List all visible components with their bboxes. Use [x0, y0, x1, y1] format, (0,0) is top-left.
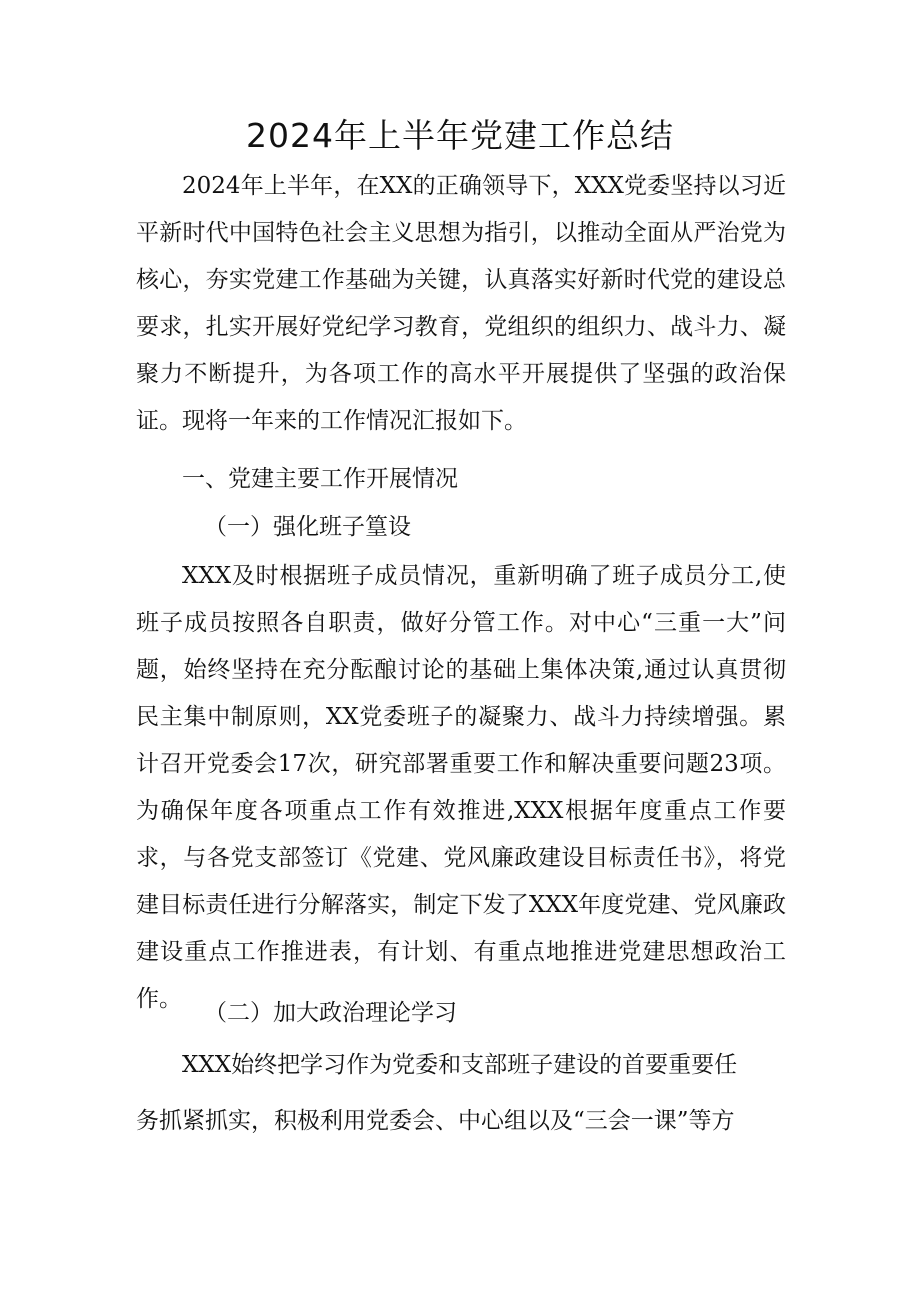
- subsection-2-line-2: 务抓紧抓实，积极利用党委会、中心组以及“三会一课”等方: [136, 1108, 735, 1134]
- intro-paragraph: 2024年上半年，在XX的正确领导下，XXX党委坚持以习近平新时代中国特色社会主义思想为指引，以推动全面从严治党为核心，夯实党建工作基础为关键，认真落实好新时代党的建设总要求，扎实开展好党纪学习教育，党组织的组织力、战斗力、凝聚力不断提升，为各项工作的高水平开展提供了坚强的政治保证。现将一年来的工作情况汇报如下。: [136, 173, 786, 434]
- section-heading-1: 一、党建主要工作开展情况: [182, 466, 458, 492]
- subsection-heading-1: （一）强化班子篁设: [204, 514, 411, 540]
- subsection-2-line-1: XXX始终把学习作为党委和支部班子建设的首要重要任: [182, 1052, 738, 1078]
- subsection-1-paragraph: XXX及时根据班子成员情况，重新明确了班子成员分工,使班子成员按照各自职责，做好分管工作。对中心“三重一大”问题，始终坚持在充分酝酿讨论的基础上集体决策,通过认真贯彻民主集中制原则，XX党委班子的凝聚力、战斗力持续增强。累计召开党委会17次，研究部署重要工作和解决重要问题23项。为确保年度各项重点工作有效推进,XXX根据年度重点工作要求，与各党支部签订《党建、党风廉政建设目标责任书》，将党建目标责任进行分解落实，制定下发了XXX年度党建、党风廉政建设重点工作推进表，有计划、有重点地推进党建思想政治工作。: [136, 563, 786, 1012]
- document-title: 2024年上半年党建工作总结: [246, 116, 674, 155]
- subsection-heading-2: （二）加大政治理论学习: [204, 1000, 457, 1026]
